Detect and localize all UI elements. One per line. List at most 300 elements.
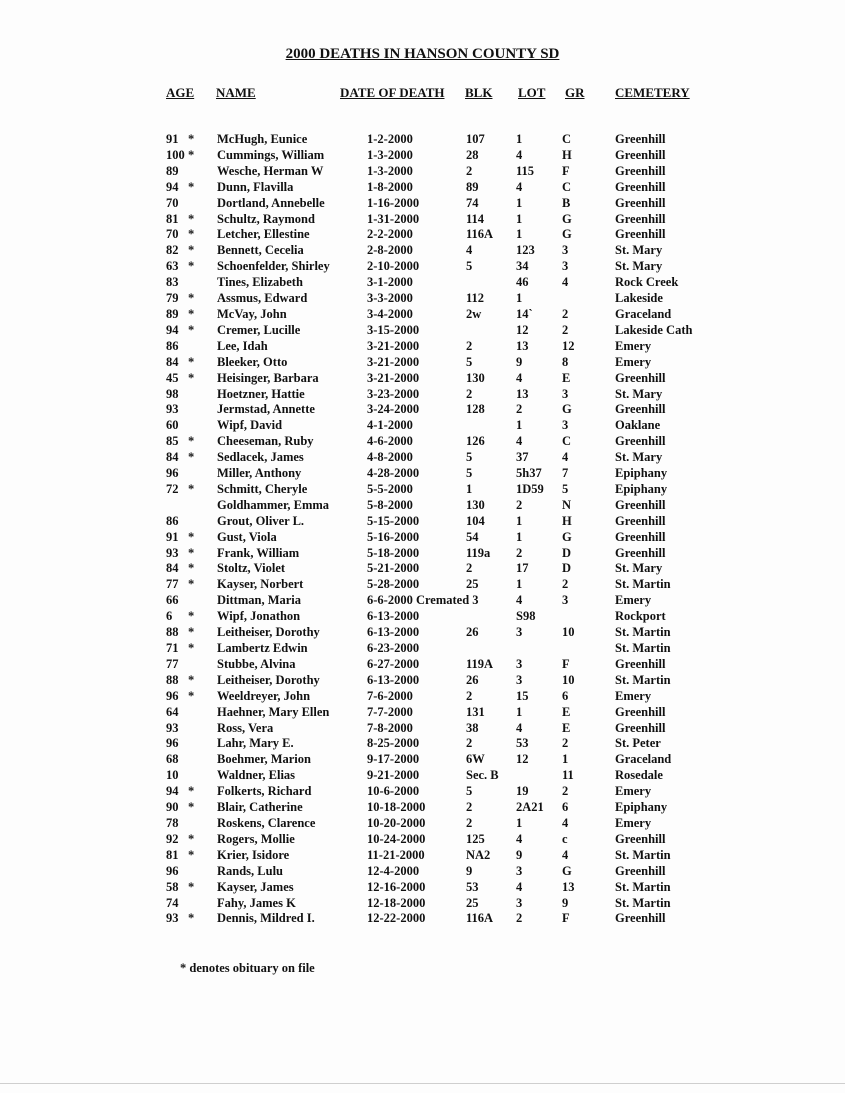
block-cell: 6W: [466, 752, 485, 767]
cemetery-cell: Graceland: [615, 306, 672, 321]
lot-cell: 1: [516, 132, 523, 146]
obituary-marker: *: [188, 911, 195, 926]
age-cell: 81: [166, 211, 179, 226]
block-cell: 5: [466, 466, 473, 481]
date-of-death-cell: 3-21-2000: [367, 338, 420, 353]
date-of-death-cell: 1-3-2000: [367, 163, 413, 178]
age-cell: 84: [166, 561, 179, 576]
cemetery-cell: St. Mary: [615, 450, 663, 465]
date-of-death-cell: 5-28-2000: [367, 577, 420, 592]
lot-cell: 5h37: [516, 466, 542, 481]
lot-cell: 3: [516, 625, 523, 640]
cemetery-cell: Greenhill: [615, 179, 666, 194]
obituary-marker: *: [188, 179, 195, 194]
header-name: [216, 85, 322, 101]
cemetery-cell: St. Mary: [615, 243, 663, 258]
grave-cell: H: [562, 513, 572, 528]
table-row: [0, 339, 845, 355]
date-of-death-cell: 2-2-2000: [367, 227, 413, 242]
cemetery-cell: Emery: [615, 354, 652, 369]
name-cell: McHugh, Eunice: [217, 132, 308, 146]
date-of-death-cell: 6-13-2000: [367, 625, 420, 640]
name-cell: Dittman, Maria: [217, 593, 302, 608]
name-cell: Waldner, Elias: [217, 768, 296, 783]
lot-cell: 9: [516, 847, 523, 862]
cemetery-cell: St. Mary: [615, 561, 663, 576]
cemetery-cell: St. Martin: [615, 672, 671, 687]
date-of-death-cell: 3-4-2000: [367, 306, 413, 321]
date-of-death-cell: 2-10-2000: [367, 259, 420, 274]
name-cell: Stubbe, Alvina: [217, 656, 296, 671]
grave-cell: 7: [562, 466, 569, 481]
name-cell: Gust, Viola: [217, 529, 277, 544]
obituary-marker: *: [188, 672, 195, 687]
lot-cell: 4: [516, 370, 523, 385]
age-cell: 90: [166, 800, 179, 815]
cemetery-cell: Greenhill: [615, 147, 666, 162]
date-of-death-cell: 7-8-2000: [367, 720, 413, 735]
block-cell: 26: [466, 672, 479, 687]
cemetery-cell: Graceland: [615, 752, 672, 767]
lot-cell: 13: [516, 386, 529, 401]
table-row: [0, 371, 845, 387]
age-cell: 6: [166, 609, 173, 624]
grave-cell: G: [562, 227, 572, 242]
grave-cell: c: [562, 831, 568, 846]
date-of-death-cell: 6-13-2000: [367, 672, 420, 687]
age-cell: 66: [166, 593, 179, 608]
block-cell: 2: [466, 688, 473, 703]
cemetery-cell: Lakeside Cath: [615, 322, 693, 337]
date-of-death-cell: 9-21-2000: [367, 768, 420, 783]
block-cell: 5: [466, 354, 473, 369]
cemetery-cell: Rock Creek: [615, 275, 679, 290]
name-cell: Assmus, Edward: [217, 291, 308, 306]
age-cell: 94: [166, 322, 179, 337]
table-row: [0, 657, 845, 673]
date-of-death-cell: 5-15-2000: [367, 513, 420, 528]
grave-cell: E: [562, 704, 571, 719]
grave-cell: G: [562, 529, 572, 544]
cemetery-cell: St. Martin: [615, 847, 671, 862]
grave-cell: D: [562, 561, 572, 576]
cemetery-cell: St. Mary: [615, 386, 663, 401]
cemetery-cell: Rosedale: [615, 768, 663, 783]
obituary-marker: *: [188, 784, 195, 799]
age-cell: 88: [166, 625, 179, 640]
lot-cell: 4: [516, 593, 523, 608]
cemetery-cell: Greenhill: [615, 132, 666, 146]
block-cell: Sec. B: [466, 768, 499, 783]
date-of-death-cell: 7-7-2000: [367, 704, 413, 719]
grave-cell: F: [562, 911, 570, 926]
lot-cell: 15: [516, 688, 529, 703]
obituary-marker: *: [188, 450, 195, 465]
block-cell: 28: [466, 147, 479, 162]
name-cell: Goldhammer, Emma: [217, 497, 330, 512]
obituary-marker: *: [188, 211, 195, 226]
cemetery-cell: Emery: [615, 784, 652, 799]
obituary-marker: *: [188, 132, 195, 146]
age-cell: 71: [166, 641, 179, 655]
grave-cell: 11: [562, 768, 574, 783]
date-of-death-cell: 6-6-2000 Cremated 3: [367, 593, 479, 608]
age-cell: 78: [166, 815, 179, 830]
block-cell: 2: [466, 736, 473, 751]
date-of-death-cell: 12-4-2000: [367, 863, 420, 878]
page-title: 2000 DEATHS IN HANSON COUNTY SD: [285, 46, 560, 62]
lot-cell: 1: [516, 418, 523, 433]
obituary-marker: *: [188, 800, 195, 815]
lot-cell: 1: [516, 211, 523, 226]
date-of-death-cell: 12-18-2000: [367, 895, 426, 910]
table-row: [0, 705, 845, 721]
obituary-marker: *: [188, 370, 195, 385]
cemetery-cell: St. Martin: [615, 577, 671, 592]
age-cell: 93: [166, 402, 179, 417]
grave-cell: 3: [562, 386, 569, 401]
grave-cell: 1: [562, 752, 569, 767]
age-cell: 63: [166, 259, 179, 274]
block-cell: 130: [466, 370, 485, 385]
grave-cell: 9: [562, 895, 569, 910]
table-row: [0, 514, 845, 530]
name-cell: Roskens, Clarence: [217, 815, 316, 830]
lot-cell: 12: [516, 752, 529, 767]
obituary-marker: *: [188, 354, 195, 369]
name-cell: Haehner, Mary Ellen: [217, 704, 330, 719]
age-cell: 91: [166, 132, 179, 146]
name-cell: Kayser, Norbert: [217, 577, 304, 592]
cemetery-cell: Greenhill: [615, 529, 666, 544]
block-cell: 2: [466, 800, 473, 815]
grave-cell: 4: [562, 815, 569, 830]
grave-cell: G: [562, 863, 572, 878]
header-age: AGE: [166, 85, 195, 100]
block-cell: 2w: [466, 306, 482, 321]
block-cell: 131: [466, 704, 485, 719]
lot-cell: 1: [516, 227, 523, 242]
name-cell: Boehmer, Marion: [217, 752, 311, 767]
footnote: * denotes obituary on file: [180, 961, 315, 975]
obituary-marker: *: [188, 529, 195, 544]
name-cell: Lahr, Mary E.: [217, 736, 294, 751]
deaths-table: [0, 132, 845, 927]
age-cell: 10: [166, 768, 179, 783]
grave-cell: 2: [562, 577, 569, 592]
cemetery-cell: Greenhill: [615, 434, 666, 449]
date-of-death-cell: 5-18-2000: [367, 545, 420, 560]
cemetery-cell: Greenhill: [615, 163, 666, 178]
cemetery-cell: Greenhill: [615, 497, 666, 512]
cemetery-cell: Emery: [615, 338, 652, 353]
lot-cell: 1: [516, 815, 523, 830]
age-cell: 98: [166, 386, 179, 401]
name-cell: Dortland, Annebelle: [217, 195, 325, 210]
grave-cell: 3: [562, 593, 569, 608]
cemetery-cell: Epiphany: [615, 800, 668, 815]
name-cell: Tines, Elizabeth: [217, 275, 303, 290]
header-gr: GR: [565, 85, 585, 100]
age-cell: 96: [166, 736, 179, 751]
age-cell: 94: [166, 784, 179, 799]
grave-cell: 6: [562, 800, 569, 815]
table-row: [0, 387, 845, 403]
cemetery-cell: St. Martin: [615, 895, 671, 910]
date-of-death-cell: 5-16-2000: [367, 529, 420, 544]
table-row: [0, 227, 845, 243]
table-row: [0, 291, 845, 307]
table-row: [0, 418, 845, 434]
table-row: [0, 752, 845, 768]
name-cell: Cremer, Lucille: [217, 322, 301, 337]
table-row: [0, 609, 845, 625]
age-cell: 64: [166, 704, 179, 719]
lot-cell: 1: [516, 577, 523, 592]
block-cell: 112: [466, 291, 485, 306]
name-cell: Leitheiser, Dorothy: [217, 625, 320, 640]
grave-cell: G: [562, 402, 572, 417]
name-cell: Schmitt, Cheryle: [217, 481, 308, 496]
lot-cell: 12: [516, 322, 529, 337]
name-cell: Weeldreyer, John: [217, 688, 311, 703]
age-cell: 74: [166, 895, 179, 910]
lot-cell: 4: [516, 434, 523, 449]
table-row: [0, 546, 845, 562]
cemetery-cell: Greenhill: [615, 402, 666, 417]
table-row: [0, 212, 845, 228]
table-row: [0, 259, 845, 275]
obituary-marker: *: [188, 227, 195, 242]
obituary-marker: *: [188, 481, 195, 496]
age-cell: 91: [166, 529, 179, 544]
table-row: [0, 243, 845, 259]
block-cell: 107: [466, 132, 485, 146]
date-of-death-cell: 3-3-2000: [367, 291, 413, 306]
table-row: [0, 625, 845, 641]
table-row: [0, 148, 845, 164]
date-of-death-cell: 10-6-2000: [367, 784, 420, 799]
age-cell: 85: [166, 434, 179, 449]
obituary-marker: *: [188, 434, 195, 449]
name-cell: Bleeker, Otto: [217, 354, 288, 369]
table-row: [0, 848, 845, 864]
cemetery-cell: Lakeside: [615, 291, 663, 306]
table-row: [0, 832, 845, 848]
block-cell: 119a: [466, 545, 491, 560]
date-of-death-cell: 4-1-2000: [367, 418, 413, 433]
grave-cell: 4: [562, 847, 569, 862]
name-cell: Cummings, William: [217, 147, 325, 162]
table-row: [0, 641, 845, 657]
age-cell: 86: [166, 513, 179, 528]
table-row: [0, 561, 845, 577]
block-cell: 125: [466, 831, 485, 846]
table-row: [0, 323, 845, 339]
obituary-marker: *: [188, 322, 195, 337]
name-cell: Ross, Vera: [217, 720, 274, 735]
table-row: [0, 593, 845, 609]
cemetery-cell: Greenhill: [615, 863, 666, 878]
name-cell: Lee, Idah: [217, 338, 268, 353]
grave-cell: F: [562, 656, 570, 671]
block-cell: 25: [466, 895, 479, 910]
table-row: [0, 880, 845, 896]
block-cell: 2: [466, 815, 473, 830]
date-of-death-cell: 1-31-2000: [367, 211, 420, 226]
lot-cell: 2: [516, 545, 523, 560]
grave-cell: E: [562, 370, 571, 385]
lot-cell: 3: [516, 656, 523, 671]
block-cell: 53: [466, 879, 479, 894]
table-row: [0, 402, 845, 418]
age-cell: 70: [166, 195, 179, 210]
age-cell: 84: [166, 450, 179, 465]
grave-cell: 5: [562, 481, 569, 496]
cemetery-cell: Greenhill: [615, 656, 666, 671]
date-of-death-cell: 7-6-2000: [367, 688, 413, 703]
table-row: [0, 911, 845, 927]
obituary-marker: *: [188, 847, 195, 862]
header-cemetery: CEMETERY: [615, 85, 690, 100]
grave-cell: H: [562, 147, 572, 162]
date-of-death-cell: 3-24-2000: [367, 402, 420, 417]
grave-cell: D: [562, 545, 572, 560]
name-cell: Sedlacek, James: [217, 450, 304, 465]
age-cell: 77: [166, 656, 179, 671]
grave-cell: 2: [562, 322, 569, 337]
obituary-marker: *: [188, 831, 195, 846]
lot-cell: 4: [516, 179, 523, 194]
table-row: [0, 164, 845, 180]
cemetery-cell: St. Mary: [615, 259, 663, 274]
name-cell: Bennett, Cecelia: [217, 243, 304, 258]
header-blk: BLK: [465, 85, 493, 100]
cemetery-cell: St. Martin: [615, 879, 671, 894]
obituary-marker: *: [188, 259, 195, 274]
age-cell: 93: [166, 720, 179, 735]
age-cell: 58: [166, 879, 179, 894]
block-cell: 130: [466, 497, 485, 512]
date-of-death-cell: 5-5-2000: [367, 481, 413, 496]
age-cell: 72: [166, 481, 179, 496]
block-cell: 2: [466, 386, 473, 401]
lot-cell: 37: [516, 450, 529, 465]
name-cell: Hoetzner, Hattie: [217, 386, 305, 401]
date-of-death-cell: 10-18-2000: [367, 800, 426, 815]
grave-cell: 10: [562, 672, 575, 687]
age-cell: 96: [166, 863, 179, 878]
cemetery-cell: Greenhill: [615, 911, 666, 926]
date-of-death-cell: 9-17-2000: [367, 752, 420, 767]
age-cell: 83: [166, 275, 179, 290]
block-cell: 5: [466, 450, 473, 465]
block-cell: 2: [466, 338, 473, 353]
age-cell: 68: [166, 752, 179, 767]
name-cell: Stoltz, Violet: [217, 561, 286, 576]
table-row: [0, 482, 845, 498]
age-cell: 89: [166, 163, 179, 178]
name-cell: McVay, John: [217, 306, 287, 321]
date-of-death-cell: 4-28-2000: [367, 466, 420, 481]
cemetery-cell: Emery: [615, 593, 652, 608]
age-cell: 84: [166, 354, 179, 369]
name-cell: Rogers, Mollie: [217, 831, 295, 846]
lot-cell: 46: [516, 275, 529, 290]
date-of-death-cell: 1-16-2000: [367, 195, 420, 210]
cemetery-cell: Oaklane: [615, 418, 661, 433]
lot-cell: 4: [516, 720, 523, 735]
age-cell: 60: [166, 418, 179, 433]
cemetery-cell: Greenhill: [615, 227, 666, 242]
grave-cell: 2: [562, 784, 569, 799]
name-cell: Schultz, Raymond: [217, 211, 315, 226]
lot-cell: 1: [516, 291, 523, 306]
cemetery-cell: St. Martin: [615, 641, 671, 655]
block-cell: 2: [466, 561, 473, 576]
cemetery-cell: St. Peter: [615, 736, 661, 751]
cemetery-cell: Emery: [615, 815, 652, 830]
lot-cell: 2: [516, 497, 523, 512]
name-cell: Wesche, Herman W: [217, 163, 324, 178]
block-cell: 5: [466, 784, 473, 799]
date-of-death-cell: 12-16-2000: [367, 879, 426, 894]
date-of-death-cell: 5-21-2000: [367, 561, 420, 576]
name-cell: Cheeseman, Ruby: [217, 434, 314, 449]
cemetery-cell: Greenhill: [615, 211, 666, 226]
block-cell: 104: [466, 513, 485, 528]
grave-cell: 3: [562, 259, 569, 274]
table-row: [0, 466, 845, 482]
age-cell: 96: [166, 466, 179, 481]
lot-cell: 2: [516, 402, 523, 417]
lot-cell: 1D59: [516, 481, 544, 496]
lot-cell: 123: [516, 243, 535, 258]
grave-cell: F: [562, 163, 570, 178]
obituary-marker: *: [188, 243, 195, 258]
lot-cell: 4: [516, 831, 523, 846]
cemetery-cell: Greenhill: [615, 704, 666, 719]
grave-cell: 2: [562, 306, 569, 321]
lot-cell: 2A21: [516, 800, 544, 815]
block-cell: 119A: [466, 656, 494, 671]
cemetery-cell: Epiphany: [615, 481, 668, 496]
obituary-marker: *: [188, 688, 195, 703]
table-row: [0, 132, 845, 148]
table-row: [0, 689, 845, 705]
date-of-death-cell: 1-8-2000: [367, 179, 413, 194]
name-cell: Lambertz Edwin: [217, 641, 308, 655]
age-cell: 70: [166, 227, 179, 242]
obituary-marker: *: [188, 147, 195, 162]
date-of-death-cell: 4-8-2000: [367, 450, 413, 465]
obituary-marker: *: [188, 641, 195, 655]
cemetery-cell: Greenhill: [615, 195, 666, 210]
cemetery-cell: St. Martin: [615, 625, 671, 640]
lot-cell: 4: [516, 879, 523, 894]
table-row: [0, 736, 845, 752]
date-of-death-cell: 3-15-2000: [367, 322, 420, 337]
lot-cell: 34: [516, 259, 529, 274]
grave-cell: 8: [562, 354, 569, 369]
grave-cell: N: [562, 497, 572, 512]
obituary-marker: *: [188, 879, 195, 894]
cemetery-cell: Greenhill: [615, 831, 666, 846]
table-row: [0, 307, 845, 323]
name-cell: Leitheiser, Dorothy: [217, 672, 320, 687]
name-cell: Wipf, Jonathon: [217, 609, 301, 624]
block-cell: 126: [466, 434, 485, 449]
